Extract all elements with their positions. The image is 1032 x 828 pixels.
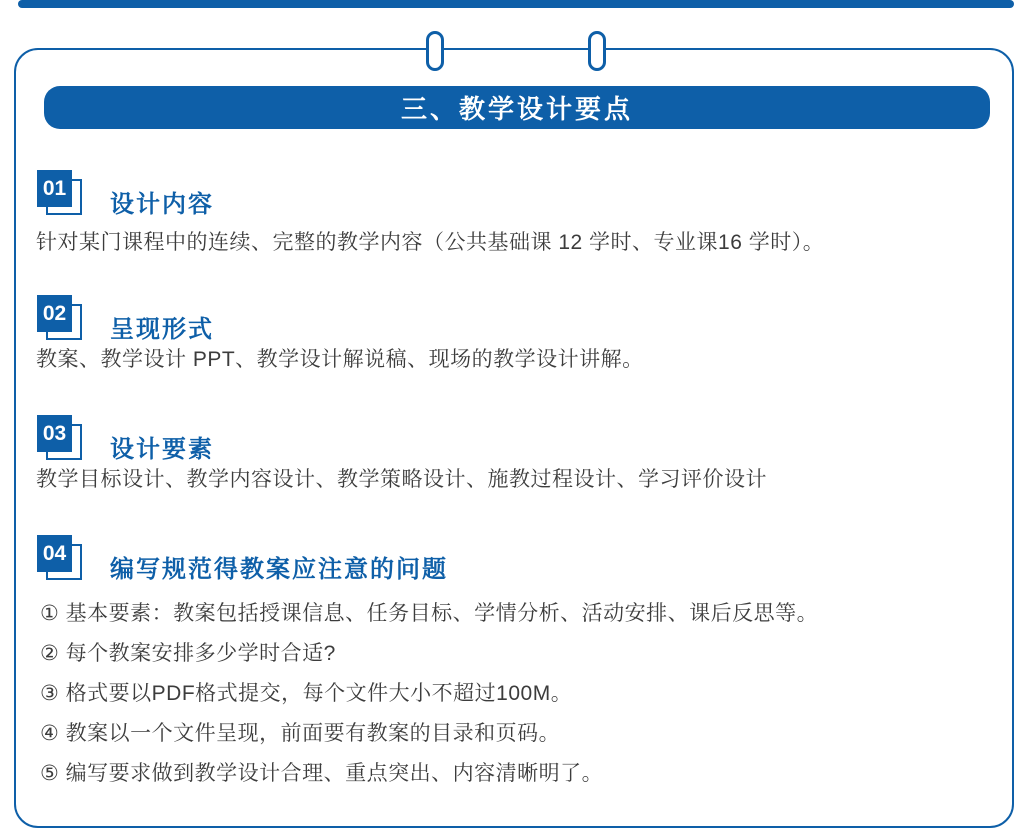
list-item: ④ 教案以一个文件呈现，前面要有教案的目录和页码。 — [40, 722, 561, 745]
section-4-number-badge — [37, 535, 85, 583]
badge-number: 01 — [37, 170, 72, 207]
list-item: ① 基本要素：教案包括授课信息、任务目标、学情分析、活动安排、课后反思等。 — [40, 602, 819, 625]
section-2-number-badge — [37, 295, 85, 343]
binder-clip-icon-left — [426, 31, 444, 71]
section-1-body: 针对某门课程中的连续、完整的教学内容（公共基础课 12 学时、专业课16 学时）。 — [36, 231, 825, 254]
section-2-body: 教案、教学设计 PPT、教学设计解说稿、现场的教学设计讲解。 — [36, 348, 644, 371]
section-1-title: 设计内容 — [110, 191, 214, 218]
binder-clip-icon-right — [588, 31, 606, 71]
page-title — [44, 86, 990, 129]
section-3-title: 设计要素 — [110, 436, 214, 463]
list-item: ⑤ 编写要求做到教学设计合理、重点突出、内容清晰明了。 — [40, 762, 604, 785]
top-accent-bar — [18, 0, 1014, 8]
badge-number: 02 — [37, 295, 72, 332]
list-item: ③ 格式要以PDF格式提交，每个文件大小不超过100M。 — [40, 682, 573, 705]
page-title-text: 三、教学设计要点 — [400, 94, 633, 124]
badge-number: 04 — [37, 535, 72, 572]
section-4-title: 编写规范得教案应注意的问题 — [110, 556, 448, 583]
section-2-title: 呈现形式 — [110, 316, 214, 343]
section-3-number-badge — [37, 415, 85, 463]
list-item: ② 每个教案安排多少学时合适? — [40, 642, 336, 665]
section-3-body: 教学目标设计、教学内容设计、教学策略设计、施教过程设计、学习评价设计 — [36, 468, 767, 491]
section-4-list — [40, 594, 990, 794]
section-1-number-badge — [37, 170, 85, 218]
badge-number: 03 — [37, 415, 72, 452]
